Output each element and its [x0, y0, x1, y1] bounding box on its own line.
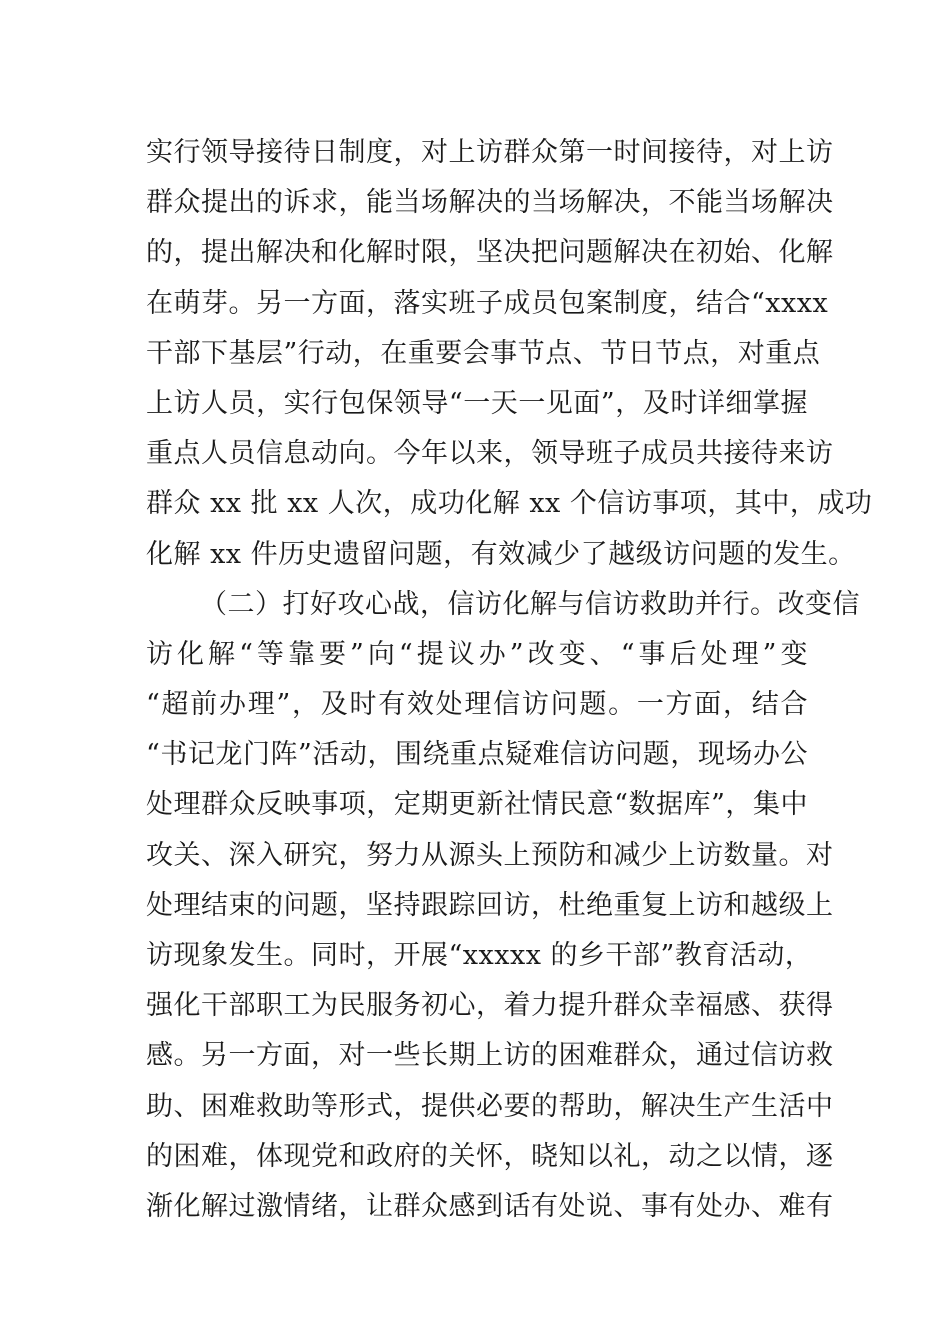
text-line-18: 强化干部职工为民服务初心，着力提升群众幸福感、获得 [146, 990, 834, 1022]
text-line-13: “书记龙门阵”活动，围绕重点疑难信访问题，现场办公 [146, 739, 808, 771]
text-line-22: 渐化解过激情绪，让群众感到话有处说、事有处办、难有 [146, 1190, 834, 1222]
text-line-3: 的，提出解决和化解时限，坚决把问题解决在初始、化解 [146, 237, 834, 269]
text-line-14: 处理群众反映事项，定期更新社情民意“数据库”，集中 [146, 789, 808, 821]
text-line-5: 干部下基层”行动，在重要会事节点、节日节点，对重点 [146, 337, 821, 369]
section-heading-line: （二）打好攻心战，信访化解与信访救助并行。改变信 [200, 588, 860, 620]
text-line-9: 化解 xx 件历史遗留问题，有效减少了越级访问题的发生。 [146, 538, 856, 570]
text-line-1: 实行领导接待日制度，对上访群众第一时间接待，对上访 [146, 137, 834, 168]
text-line-4: 在萌芽。另一方面，落实班子成员包案制度，结合“xxxx [146, 287, 829, 319]
body-text [146, 128, 873, 1232]
text-line-21: 的困难，体现党和政府的关怀，晓知以礼，动之以情，逐 [146, 1140, 834, 1172]
text-line-20: 助、困难救助等形式，提供必要的帮助，解决生产生活中 [146, 1090, 834, 1122]
text-line-15: 攻关、深入研究，努力从源头上预防和减少上访数量。对 [146, 839, 834, 871]
text-line-12: “超前办理”，及时有效处理信访问题。一方面，结合 [146, 689, 808, 721]
text-line-2: 群众提出的诉求，能当场解决的当场解决，不能当场解决 [146, 187, 834, 219]
text-line-19: 感。另一方面，对一些长期上访的困难群众，通过信访救 [146, 1040, 834, 1072]
text-line-17: 访现象发生。同时，开展“xxxxx 的乡干部”教育活动， [146, 940, 813, 971]
text-line-16: 处理结束的问题，坚持跟踪回访，杜绝重复上访和越级上 [146, 889, 834, 921]
text-line-6: 上访人员，实行包保领导“一天一见面”，及时详细掌握 [146, 387, 808, 419]
text-line-8: 群众 xx 批 xx 人次，成功化解 xx 个信访事项，其中，成功 [146, 488, 873, 520]
text-line-11: 访化解“等靠要”向“提议办”改变、“事后处理”变 [146, 638, 808, 670]
text-line-7: 重点人员信息动向。今年以来，领导班子成员共接待来访 [146, 438, 834, 470]
